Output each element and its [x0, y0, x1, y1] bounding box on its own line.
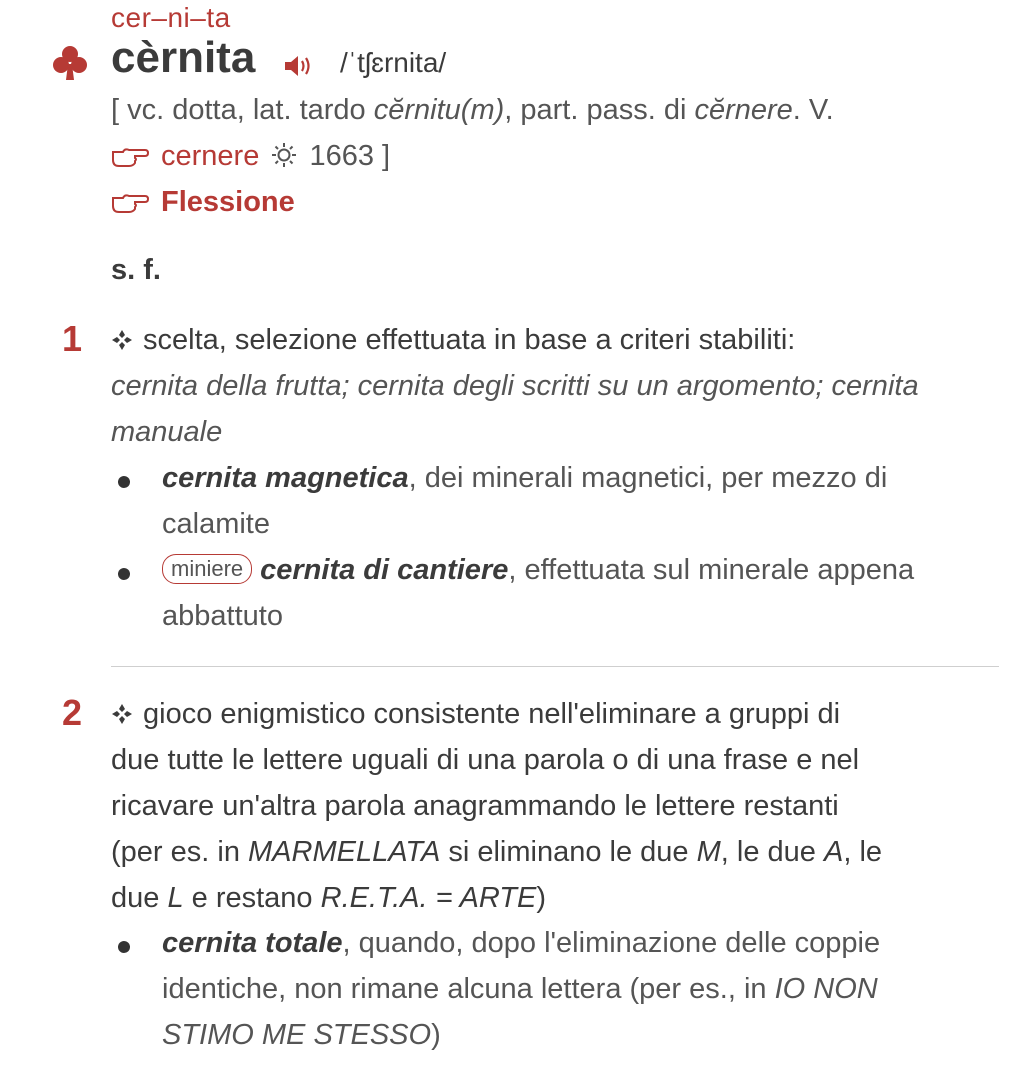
subsense-cernita-magnetica-line2: calamite: [162, 508, 270, 540]
bullet: [118, 941, 130, 953]
sense-2-definition-line5: due L e restano R.E.T.A. = ARTE): [111, 882, 546, 914]
flexion-link[interactable]: Flessione: [161, 186, 295, 218]
subsense-cernita-magnetica: cernita magnetica, dei minerali magnetici, per mezzo di: [162, 462, 888, 494]
sense-2-definition-line2: due tutte le lettere uguali di una parola o di una frase e nel: [111, 744, 860, 776]
bullet: [118, 568, 130, 580]
sun-icon: [271, 142, 297, 168]
club-icon: [52, 44, 88, 84]
subsense-cernita-totale: cernita totale, quando, dopo l'eliminazione delle coppie: [162, 927, 881, 959]
pointing-hand-icon: [111, 146, 149, 168]
sense-1-example-line2: manuale: [111, 416, 223, 448]
speaker-icon[interactable]: [283, 52, 313, 80]
syllabification: cer–ni–ta: [111, 2, 231, 33]
diamond-ornament-icon: [111, 703, 133, 725]
flexion-row: [111, 186, 295, 219]
part-of-speech: s. f.: [111, 254, 161, 286]
subsense-cernita-totale-line2: identiche, non rimane alcuna lettera (per es., in IO NON: [162, 973, 878, 1005]
pointing-hand-icon: [111, 192, 149, 214]
pronunciation: /ˈtʃɛrnita/: [340, 47, 447, 78]
subsense-cernita-di-cantiere-line2: abbattuto: [162, 600, 283, 632]
headword: cèrnita: [111, 33, 256, 82]
sense-divider: [111, 666, 999, 667]
sense-2-definition-line3: ricavare un'altra parola anagrammando le lettere restanti: [111, 790, 839, 822]
star-icon[interactable]: [940, 0, 980, 12]
subsense-cernita-di-cantiere: miniere cernita di cantiere, effettuata sul minerale appena: [162, 554, 914, 587]
domain-tag-miniere[interactable]: miniere: [162, 554, 252, 584]
sense-number-1: 1: [62, 318, 83, 359]
first-attestation-year: 1663 ]: [309, 140, 391, 172]
etymology-link-row: [111, 140, 390, 173]
sense-1-example-line1: cernita della frutta; cernita degli scritti su un argomento; cernita: [111, 370, 919, 402]
sense-2-definition-line1: gioco enigmistico consistente nell'eliminare a gruppi di: [111, 698, 840, 731]
cernere-link[interactable]: cernere: [161, 140, 260, 172]
sense-2-definition-line4: (per es. in MARMELLATA si eliminano le due M, le due A, le: [111, 836, 883, 868]
sense-1-definition: scelta, selezione effettuata in base a criteri stabiliti:: [111, 324, 795, 357]
sense-number-2: 2: [62, 692, 83, 733]
bullet: [118, 476, 130, 488]
subsense-cernita-totale-line3: STIMO ME STESSO): [162, 1019, 441, 1051]
etymology: [ vc. dotta, lat. tardo cĕrnitu(m), part. pass. di cĕrnere. V.: [111, 94, 834, 126]
diamond-ornament-icon: [111, 329, 133, 351]
